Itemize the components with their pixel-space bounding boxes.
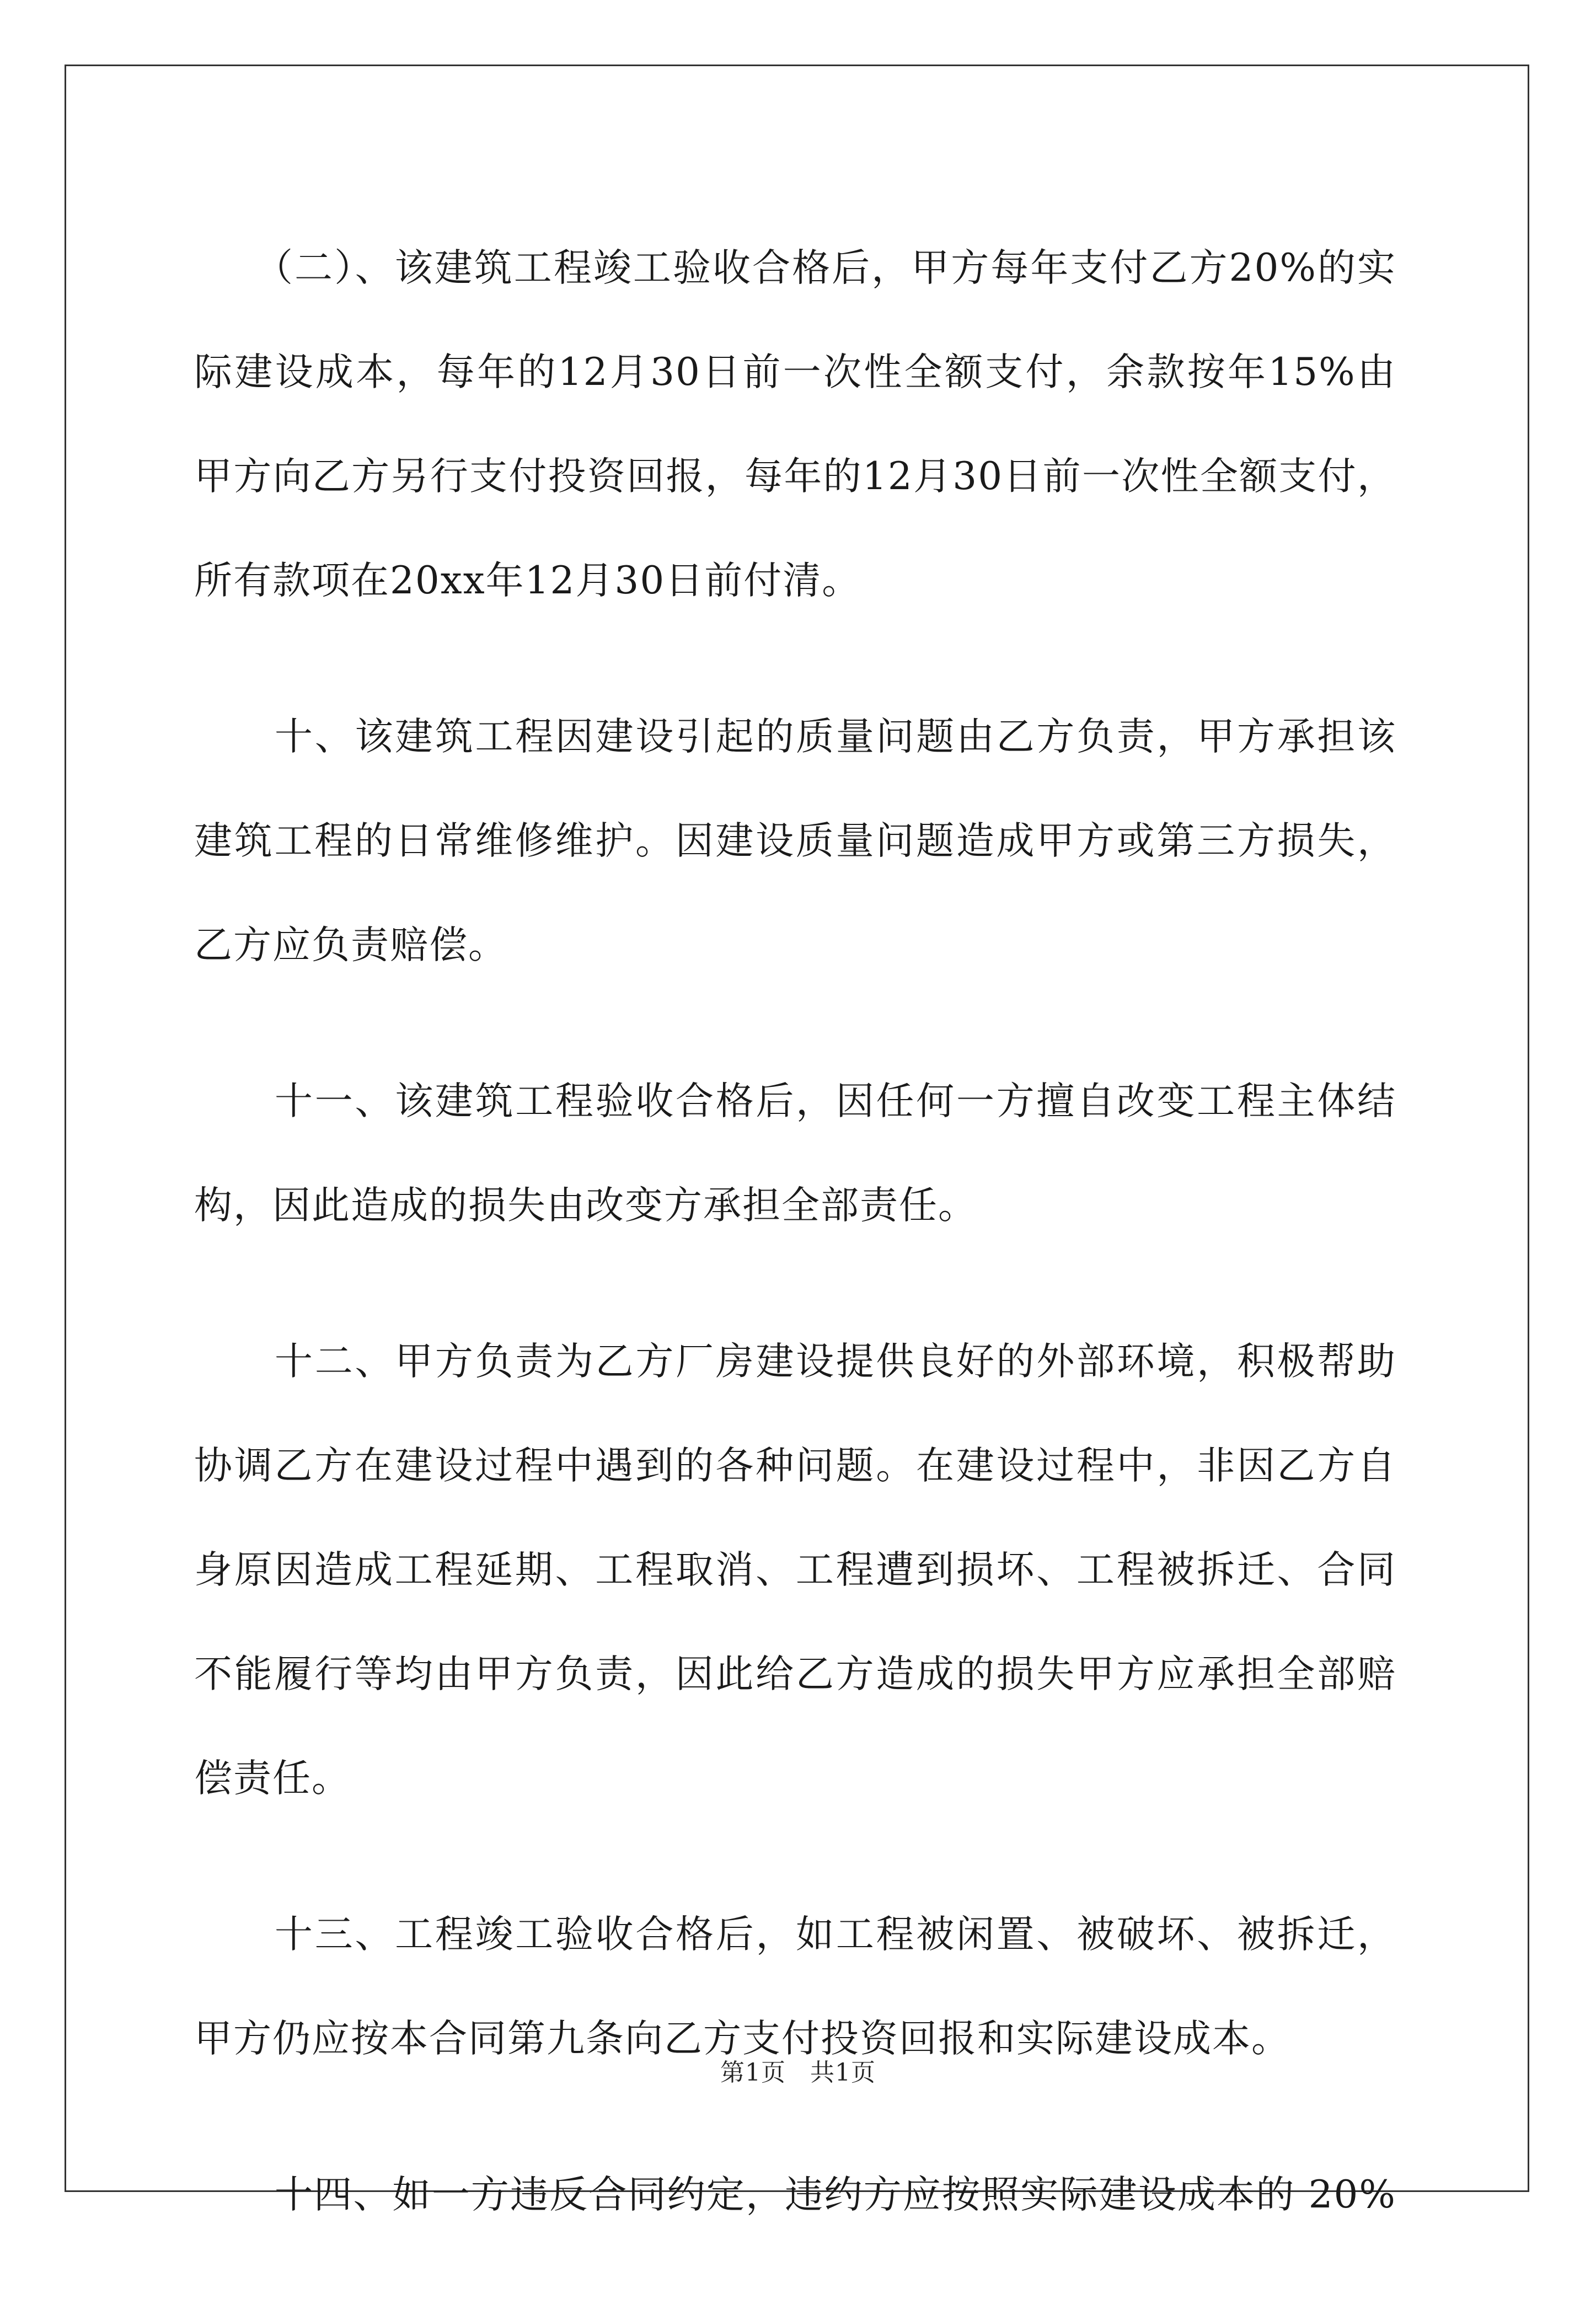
text-line: 十、该建筑工程因建设引起的质量问题由乙方负责，甲方承担该: [275, 715, 1396, 759]
paragraph-clause-9-2: [194, 216, 1396, 633]
text-line: 所有款项在20xx年12月30日前付清。: [194, 559, 861, 603]
paragraph-clause-11: [194, 1049, 1396, 1258]
text-line: 甲方仍应按本合同第九条向乙方支付投资回报和实际建设成本。: [194, 2017, 1290, 2061]
text-line: 身原因造成工程延期、工程取消、工程遭到损坏、工程被拆迁、合同: [194, 1548, 1396, 1592]
text-line: 十一、该建筑工程验收合格后，因任何一方擅自改变工程主体结: [275, 1079, 1396, 1123]
text-line: 协调乙方在建设过程中遇到的各种问题。在建设过程中，非因乙方自: [194, 1444, 1396, 1488]
text-line: 构，因此造成的损失由改变方承担全部责任。: [194, 1183, 977, 1228]
page-footer: [0, 2053, 1596, 2088]
text-line: 际建设成本，每年的12月30日前一次性全额支付，余款按年15%由: [194, 350, 1396, 394]
page-total: 共1页: [810, 2059, 876, 2087]
paragraph-clause-10: [194, 685, 1396, 998]
text-line: 乙方应负责赔偿。: [194, 923, 507, 967]
paragraph-clause-14: [194, 2143, 1396, 2247]
text-line: 十四、如一方违反合同约定，违约方应按照实际建设成本的 20%: [275, 2173, 1396, 2217]
text-line: 十二、甲方负责为乙方厂房建设提供良好的外部环境，积极帮助: [275, 1339, 1396, 1384]
paragraph-clause-12: [194, 1310, 1396, 1831]
document-body: [194, 216, 1396, 2299]
text-line: 建筑工程的日常维修维护。因建设质量问题造成甲方或第三方损失，: [194, 819, 1396, 863]
page-number: 第1页: [720, 2059, 786, 2087]
text-line: 十三、工程竣工验收合格后，如工程被闲置、被破坏、被拆迁，: [275, 1912, 1396, 1957]
text-line: （二）、该建筑工程竣工验收合格后，甲方每年支付乙方20%的实: [255, 246, 1396, 290]
text-line: 偿责任。: [194, 1756, 351, 1800]
text-line: 不能履行等均由甲方负责，因此给乙方造成的损失甲方应承担全部赔: [194, 1652, 1396, 1696]
text-line: 甲方向乙方另行支付投资回报，每年的12月30日前一次性全额支付，: [194, 454, 1396, 499]
